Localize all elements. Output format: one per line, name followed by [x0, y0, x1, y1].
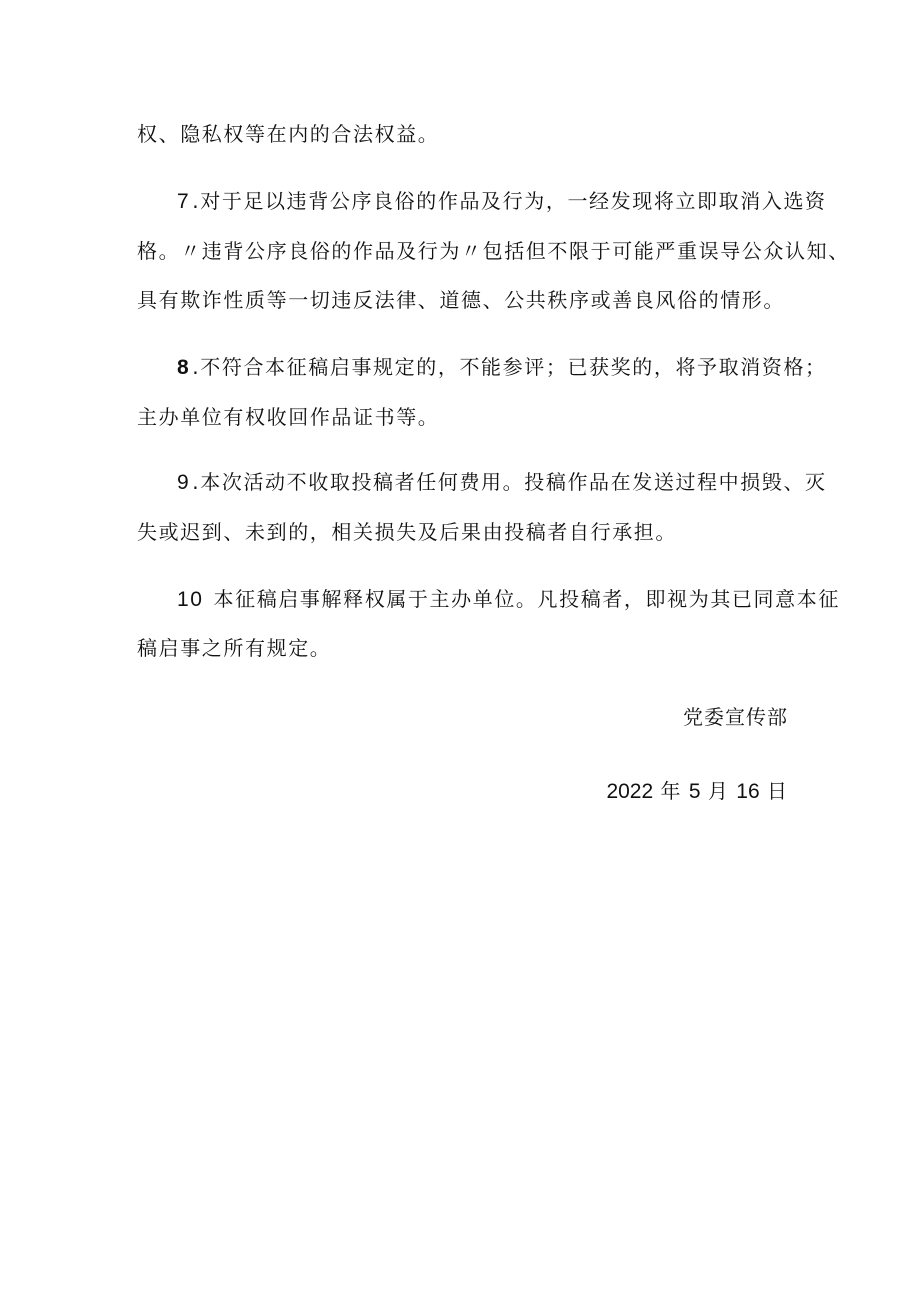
paragraph-continuation-line [137, 119, 807, 149]
paragraph-8-line-1 [177, 352, 827, 383]
paragraph-text: 格。〃违背公序良俗的作品及行为〃包括但不限于可能严重误导公众认知、 [137, 239, 850, 263]
item-number-10: 10 [177, 588, 204, 611]
item-number-9: 9 [177, 471, 191, 494]
paragraph-9-line-1 [177, 467, 827, 498]
date-year-unit: 年 [660, 779, 682, 803]
department-name: 党委宣传部 [683, 705, 788, 729]
paragraph-8-line-2 [137, 402, 807, 432]
date-year: 2022 [606, 780, 654, 803]
date-month: 5 [688, 780, 701, 803]
item-number-8: 8 [177, 356, 191, 379]
paragraph-text: 主办单位有权收回作品证书等。 [137, 405, 440, 429]
item-number-7: 7 [177, 190, 191, 213]
paragraph-text: 权、隐私权等在内的合法权益。 [137, 122, 440, 146]
paragraph-10-line-2 [137, 633, 807, 663]
paragraph-text: 失或迟到、未到的，相关损失及后果由投稿者自行承担。 [137, 520, 677, 544]
paragraph-text: 本征稿启事解释权属于主办单位。凡投稿者，即视为其已同意本征 [213, 587, 840, 611]
paragraph-text: .本次活动不收取投稿者任何费用。投稿作品在发送过程中损毁、灭 [192, 470, 827, 494]
paragraph-10-line-1 [177, 584, 840, 615]
issuing-department [683, 702, 788, 732]
paragraph-text: .不符合本征稿启事规定的，不能参评；已获奖的，将予取消资格； [192, 355, 827, 379]
paragraph-text: 具有欺诈性质等一切违反法律、道德、公共秩序或善良风俗的情形。 [137, 288, 785, 312]
paragraph-7-line-3 [137, 285, 807, 315]
paragraph-7-line-2 [137, 236, 850, 266]
date-month-unit: 月 [707, 779, 729, 803]
paragraph-9-line-2 [137, 517, 807, 547]
date-day: 16 [736, 780, 760, 803]
paragraph-text: .对于足以违背公序良俗的作品及行为，一经发现将立即取消入选资 [192, 189, 827, 213]
paragraph-text: 稿启事之所有规定。 [137, 636, 332, 660]
date-day-unit: 日 [767, 779, 788, 803]
issue-date [606, 776, 788, 807]
paragraph-7-line-1 [177, 186, 827, 217]
